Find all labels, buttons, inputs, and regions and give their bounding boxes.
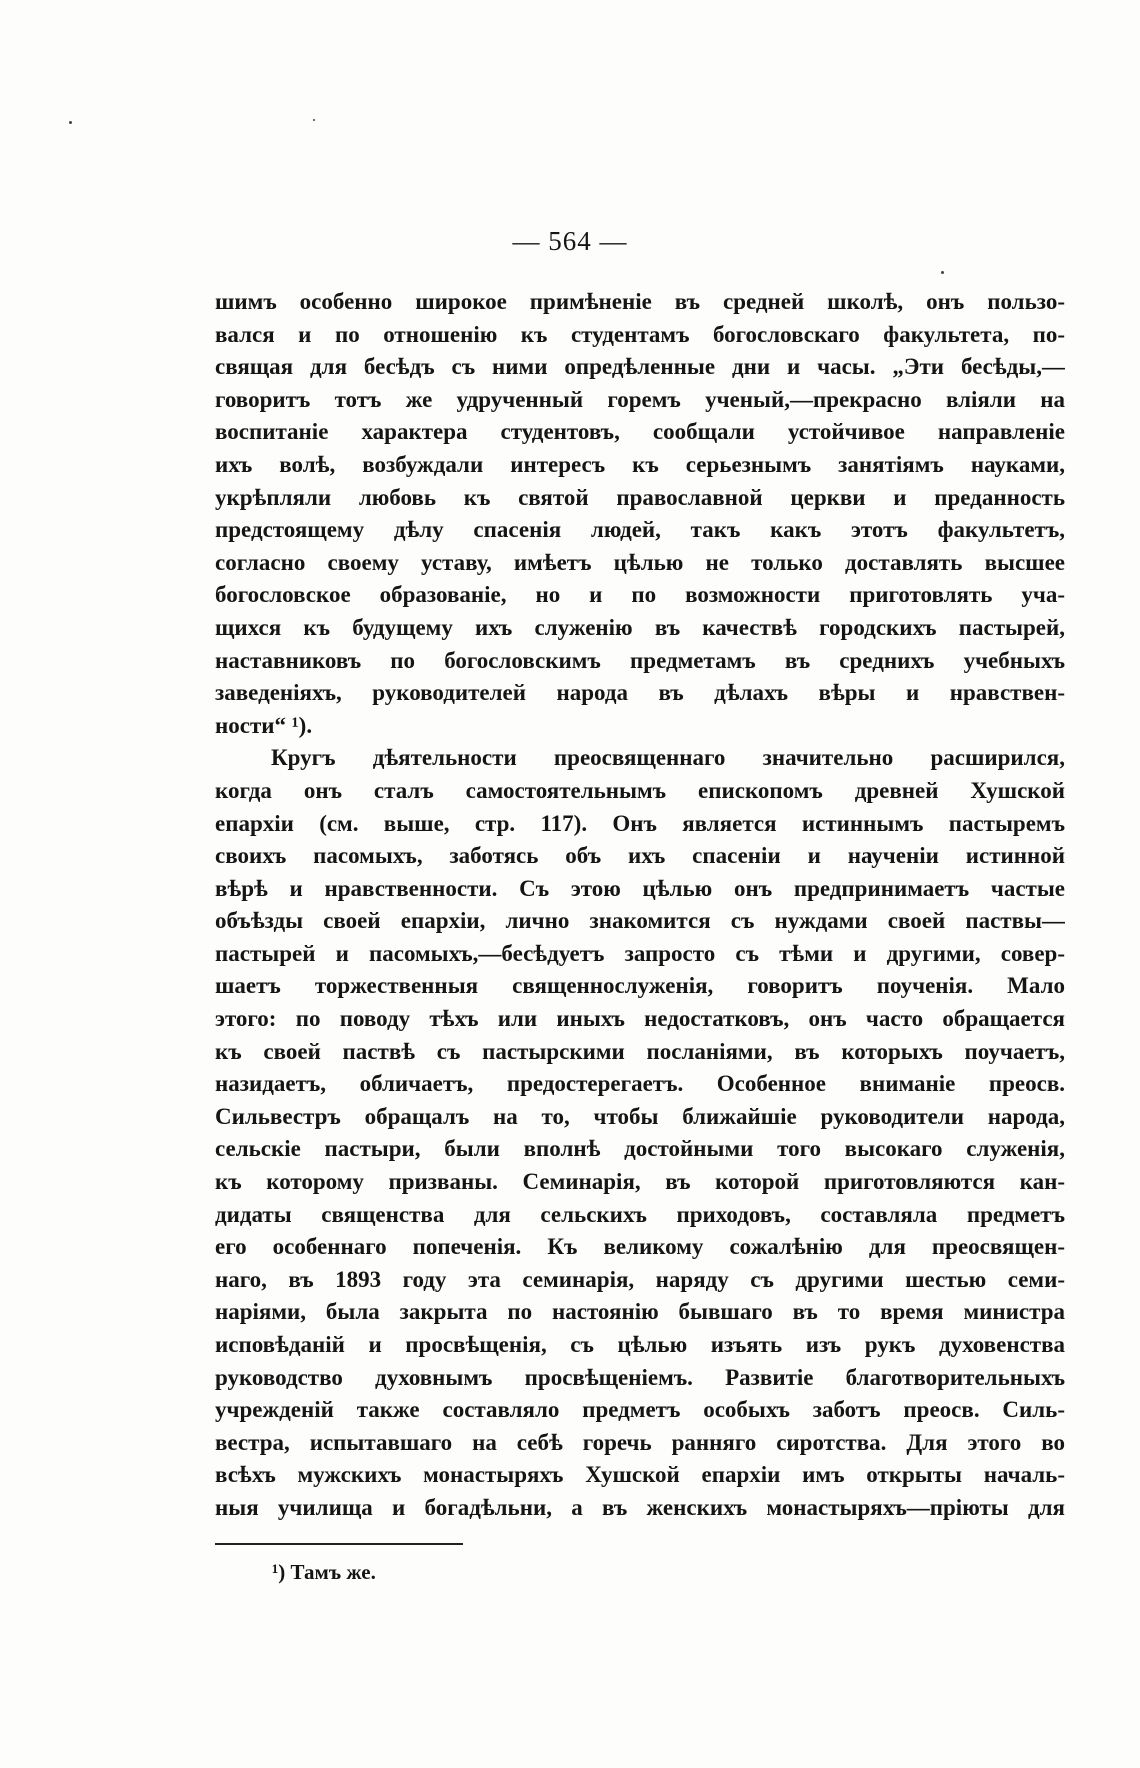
- scan-speck: [69, 121, 72, 124]
- text-line: шимъ особенно широкое примѣненіе въ средней школѣ, онъ пользо-: [215, 289, 1065, 314]
- text-line: назидаетъ, обличаетъ, предостерегаетъ. Особенное вниманіе преосв.: [215, 1071, 1065, 1097]
- text-line: этого: по поводу тѣхъ или иныхъ недостатковъ, онъ часто обращается: [215, 1006, 1065, 1032]
- text-line: всѣхъ мужскихъ монастыряхъ Хушской епархіи имъ открыты началь-: [215, 1462, 1065, 1488]
- text-line: ихъ волѣ, возбуждали интересъ къ серьезнымъ занятіямъ науками,: [215, 451, 1065, 477]
- text-line: шаетъ торжественныя священнослуженія, говоритъ поученія. Мало: [215, 973, 1065, 999]
- text-line: епархіи (см. выше, стр. 117). Онъ является истиннымъ пастыремъ: [215, 810, 1065, 836]
- text-line: богословское образованіе, но и по возможности приготовлять уча-: [215, 582, 1065, 608]
- text-line: щихся къ будущему ихъ служенію въ качествѣ городскихъ пастырей,: [215, 614, 1065, 640]
- text-line: вестра, испытавшаго на себѣ горечь ранняго сиротства. Для этого во: [215, 1429, 1065, 1455]
- text-line: наставниковъ по богословскимъ предметамъ въ среднихъ учебныхъ: [215, 647, 1065, 673]
- text-line: вѣрѣ и нравственности. Съ этою цѣлью онъ предпринимаетъ частые: [215, 875, 1065, 901]
- scan-speck: [313, 119, 315, 121]
- text-line: ности“ ¹).: [215, 712, 313, 738]
- text-line: наго, въ 1893 году эта семинарія, наряду съ другими шестью семи-: [215, 1266, 1065, 1292]
- text-line: сельскіе пастыри, были вполнѣ достойными того высокаго служенія,: [215, 1136, 1065, 1162]
- text-line: исповѣданій и просвѣщенія, съ цѣлью изъять изъ рукъ духовенства: [215, 1332, 1065, 1357]
- paragraph-2: [215, 742, 1065, 1524]
- scan-speck: [941, 271, 944, 274]
- text-line: Сильвестръ обращалъ на то, чтобы ближайшіе руководители народа,: [215, 1103, 1065, 1129]
- text-line: Кругъ дѣятельности преосвященнаго значительно расширился,: [271, 745, 1065, 771]
- text-line: когда онъ сталъ самостоятельнымъ епископомъ древней Хушской: [215, 777, 1065, 803]
- page-number: — 564 —: [512, 226, 628, 256]
- text-line: пастырей и пасомыхъ,—бесѣдуетъ запросто съ тѣми и другими, совер-: [215, 940, 1065, 966]
- text-line: наріями, была закрыта по настоянію бывшаго въ то время министра: [215, 1299, 1065, 1325]
- text-line: заведеніяхъ, руководителей народа въ дѣлахъ вѣры и нравствен-: [215, 680, 1065, 706]
- text-line: къ которому призваны. Семинарія, въ которой приготовляются кан-: [215, 1169, 1065, 1195]
- text-line: своихъ пасомыхъ, заботясь объ ихъ спасеніи и наученіи истинной: [215, 843, 1065, 869]
- text-line: дидаты священства для сельскихъ приходовъ, составляла предметъ: [215, 1201, 1065, 1227]
- text-line: согласно своему уставу, имѣетъ цѣлью не только доставлять высшее: [215, 549, 1065, 575]
- text-line: вался и по отношенію къ студентамъ богословскаго факультета, по-: [215, 321, 1065, 347]
- text-line: руководство духовнымъ просвѣщеніемъ. Развитіе благотворительныхъ: [215, 1364, 1065, 1390]
- text-line: свящая для бесѣдъ съ ними опредѣленные дни и часы. „Эти бесѣды,—: [215, 354, 1065, 380]
- text-line: говоритъ тотъ же удрученный горемъ ученый,—прекрасно вліяли на: [215, 386, 1065, 412]
- paragraph-1: [215, 286, 1065, 742]
- text-line: къ своей паствѣ съ пастырскими посланіями, въ которыхъ поучаетъ,: [215, 1038, 1065, 1064]
- text-line: ныя училища и богадѣльни, а въ женскихъ монастыряхъ—пріюты для: [215, 1494, 1065, 1520]
- text-line: воспитаніе характера студентовъ, сообщали устойчивое направленіе: [215, 419, 1065, 445]
- text-line: учрежденій также составляло предметъ особыхъ заботъ преосв. Силь-: [215, 1397, 1065, 1423]
- text-line: укрѣпляли любовь къ святой православной церкви и преданность: [215, 484, 1065, 510]
- footnote-divider: [215, 1543, 463, 1545]
- body-text: [215, 286, 1065, 1525]
- text-line: предстоящему дѣлу спасенія людей, такъ какъ этотъ факультетъ,: [215, 517, 1065, 543]
- text-line: его особеннаго попеченія. Къ великому сожалѣнію для преосвящен-: [215, 1234, 1065, 1260]
- text-line: объѣзды своей епархіи, лично знакомится съ нуждами своей паствы—: [215, 908, 1065, 934]
- footnote: ¹) Тамъ же.: [272, 1560, 376, 1584]
